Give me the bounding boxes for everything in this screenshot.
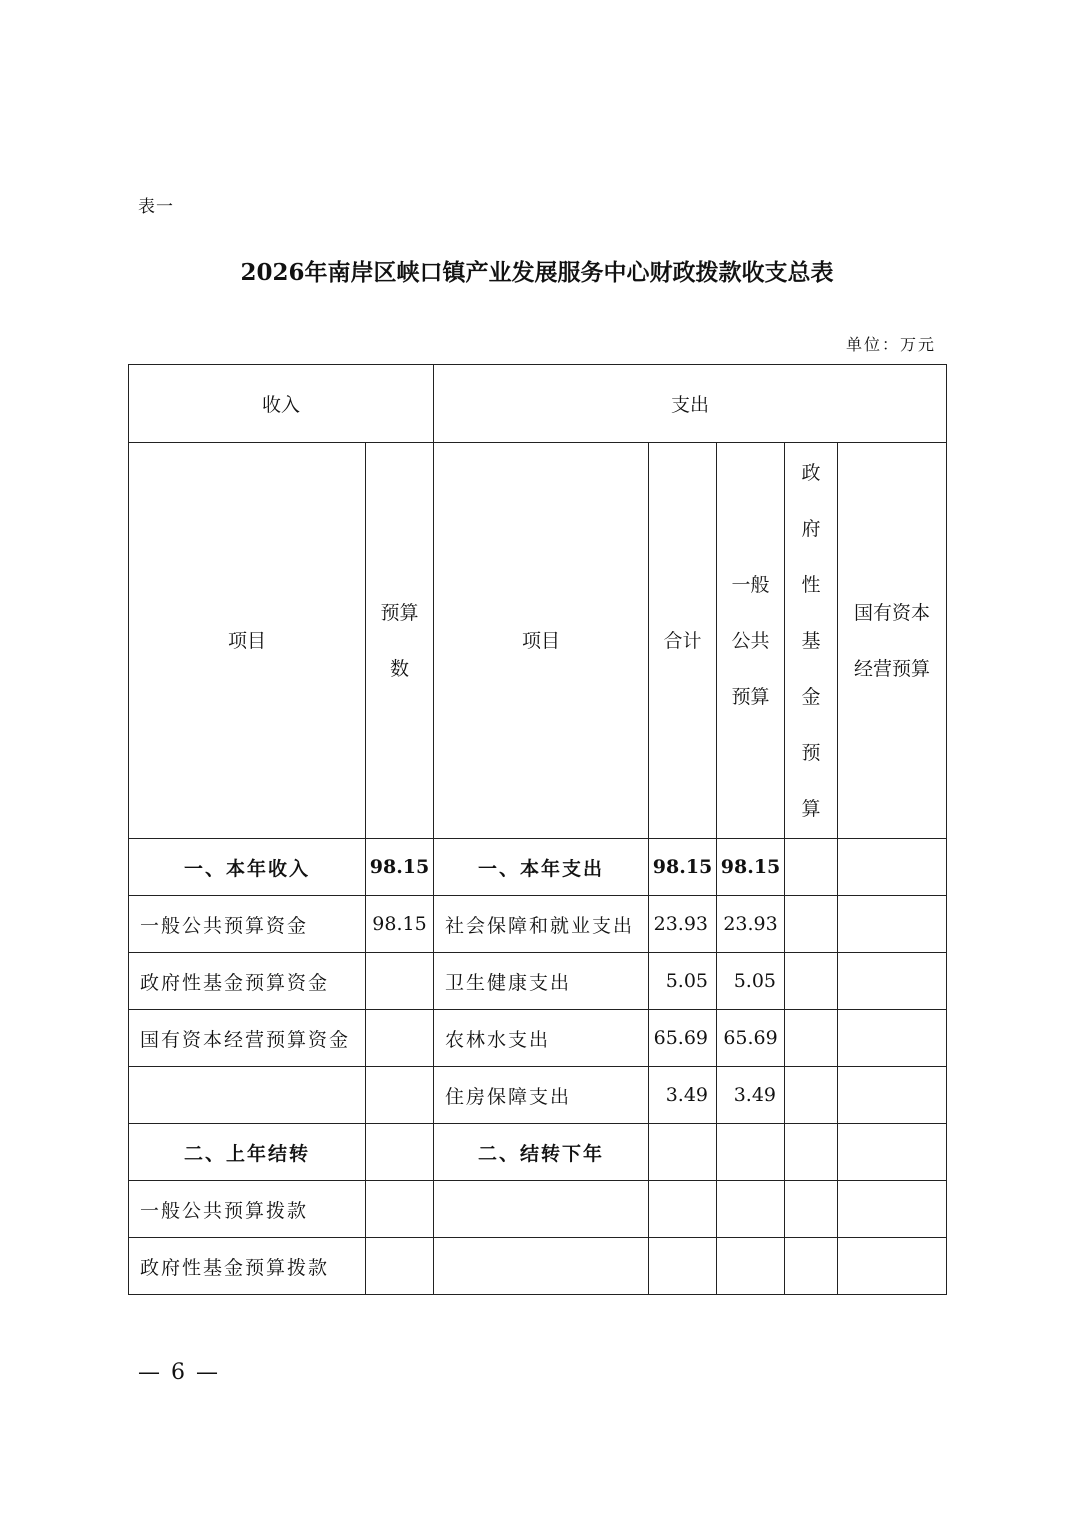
expense-item: 一、本年支出 (434, 839, 649, 896)
expense-fund (785, 1238, 838, 1295)
col-gov-fund-char: 金 (801, 685, 821, 708)
income-item: 一般公共预算拨款 (129, 1181, 366, 1238)
expense-general: 98.15 (717, 839, 785, 896)
income-item: 政府性基金预算资金 (129, 953, 366, 1010)
table-row (129, 1067, 947, 1124)
expense-capital (838, 839, 947, 896)
expense-item (434, 1238, 649, 1295)
col-income-budget-line: 数 (390, 657, 410, 680)
expense-capital (838, 953, 947, 1010)
expense-total (649, 1181, 717, 1238)
expense-capital (838, 1124, 947, 1181)
header-income: 收入 (129, 365, 434, 443)
expense-general: 5.05 (717, 953, 785, 1010)
col-state-capital-line: 经营预算 (854, 657, 931, 680)
col-expense-item: 项目 (434, 443, 649, 839)
table-row (129, 1124, 947, 1181)
expense-fund (785, 953, 838, 1010)
expense-total: 98.15 (649, 839, 717, 896)
expense-fund (785, 1010, 838, 1067)
page-number: — 6 — (138, 1360, 220, 1385)
income-value: 98.15 (366, 839, 434, 896)
expense-general: 65.69 (717, 1010, 785, 1067)
income-value (366, 1238, 434, 1295)
expense-fund (785, 839, 838, 896)
col-gov-fund-char: 基 (801, 629, 821, 652)
income-item (129, 1067, 366, 1124)
expense-general (717, 1238, 785, 1295)
col-state-capital-budget (838, 443, 947, 839)
expense-capital (838, 1181, 947, 1238)
expense-general (717, 1181, 785, 1238)
income-item: 一般公共预算资金 (129, 896, 366, 953)
expense-total: 23.93 (649, 896, 717, 953)
unit-label: 单位：万元 (845, 335, 936, 354)
expense-capital (838, 1010, 947, 1067)
table-row (129, 1010, 947, 1067)
col-income-budget-line: 预算 (380, 601, 419, 624)
income-item: 一、本年收入 (129, 839, 366, 896)
expense-general (717, 1124, 785, 1181)
expense-item: 社会保障和就业支出 (434, 896, 649, 953)
expense-general: 3.49 (717, 1067, 785, 1124)
expense-fund (785, 1067, 838, 1124)
income-value (366, 1181, 434, 1238)
expense-total (649, 1124, 717, 1181)
income-value (366, 1124, 434, 1181)
header-row-1 (129, 365, 947, 443)
table-label: 表一 (138, 197, 174, 217)
col-general-line: 预算 (731, 685, 770, 708)
expense-capital (838, 1067, 947, 1124)
col-gov-fund-char: 算 (801, 797, 821, 820)
col-gov-fund-char: 政 (801, 461, 821, 484)
expense-capital (838, 1238, 947, 1295)
header-row-2 (129, 443, 947, 839)
header-expense: 支出 (434, 365, 947, 443)
expense-total: 65.69 (649, 1010, 717, 1067)
income-item: 国有资本经营预算资金 (129, 1010, 366, 1067)
expense-general: 23.93 (717, 896, 785, 953)
document-title: 2026年南岸区峡口镇产业发展服务中心财政拨款收支总表 (240, 259, 834, 286)
expense-fund (785, 1124, 838, 1181)
income-value: 98.15 (366, 896, 434, 953)
table-row (129, 896, 947, 953)
expense-item: 住房保障支出 (434, 1067, 649, 1124)
income-value (366, 1067, 434, 1124)
income-item: 二、上年结转 (129, 1124, 366, 1181)
income-item: 政府性基金预算拨款 (129, 1238, 366, 1295)
expense-total (649, 1238, 717, 1295)
income-value (366, 953, 434, 1010)
col-gov-fund-budget (785, 443, 838, 839)
table-row (129, 953, 947, 1010)
expense-capital (838, 896, 947, 953)
col-general-line: 一般 (731, 573, 770, 596)
col-income-budget (366, 443, 434, 839)
expense-fund (785, 1181, 838, 1238)
table-row (129, 1238, 947, 1295)
expense-item (434, 1181, 649, 1238)
income-value (366, 1010, 434, 1067)
table-row (129, 839, 947, 896)
col-general-line: 公共 (731, 629, 770, 652)
expense-item: 卫生健康支出 (434, 953, 649, 1010)
col-state-capital-line: 国有资本 (854, 601, 931, 624)
expense-total: 5.05 (649, 953, 717, 1010)
col-gov-fund-char: 性 (801, 573, 821, 596)
expense-fund (785, 896, 838, 953)
budget-table (128, 364, 947, 1295)
col-total: 合计 (649, 443, 717, 839)
expense-item: 二、结转下年 (434, 1124, 649, 1181)
col-gov-fund-char: 预 (801, 741, 821, 764)
expense-item: 农林水支出 (434, 1010, 649, 1067)
col-general-budget (717, 443, 785, 839)
col-gov-fund-char: 府 (801, 517, 821, 540)
table-row (129, 1181, 947, 1238)
col-income-item: 项目 (129, 443, 366, 839)
expense-total: 3.49 (649, 1067, 717, 1124)
